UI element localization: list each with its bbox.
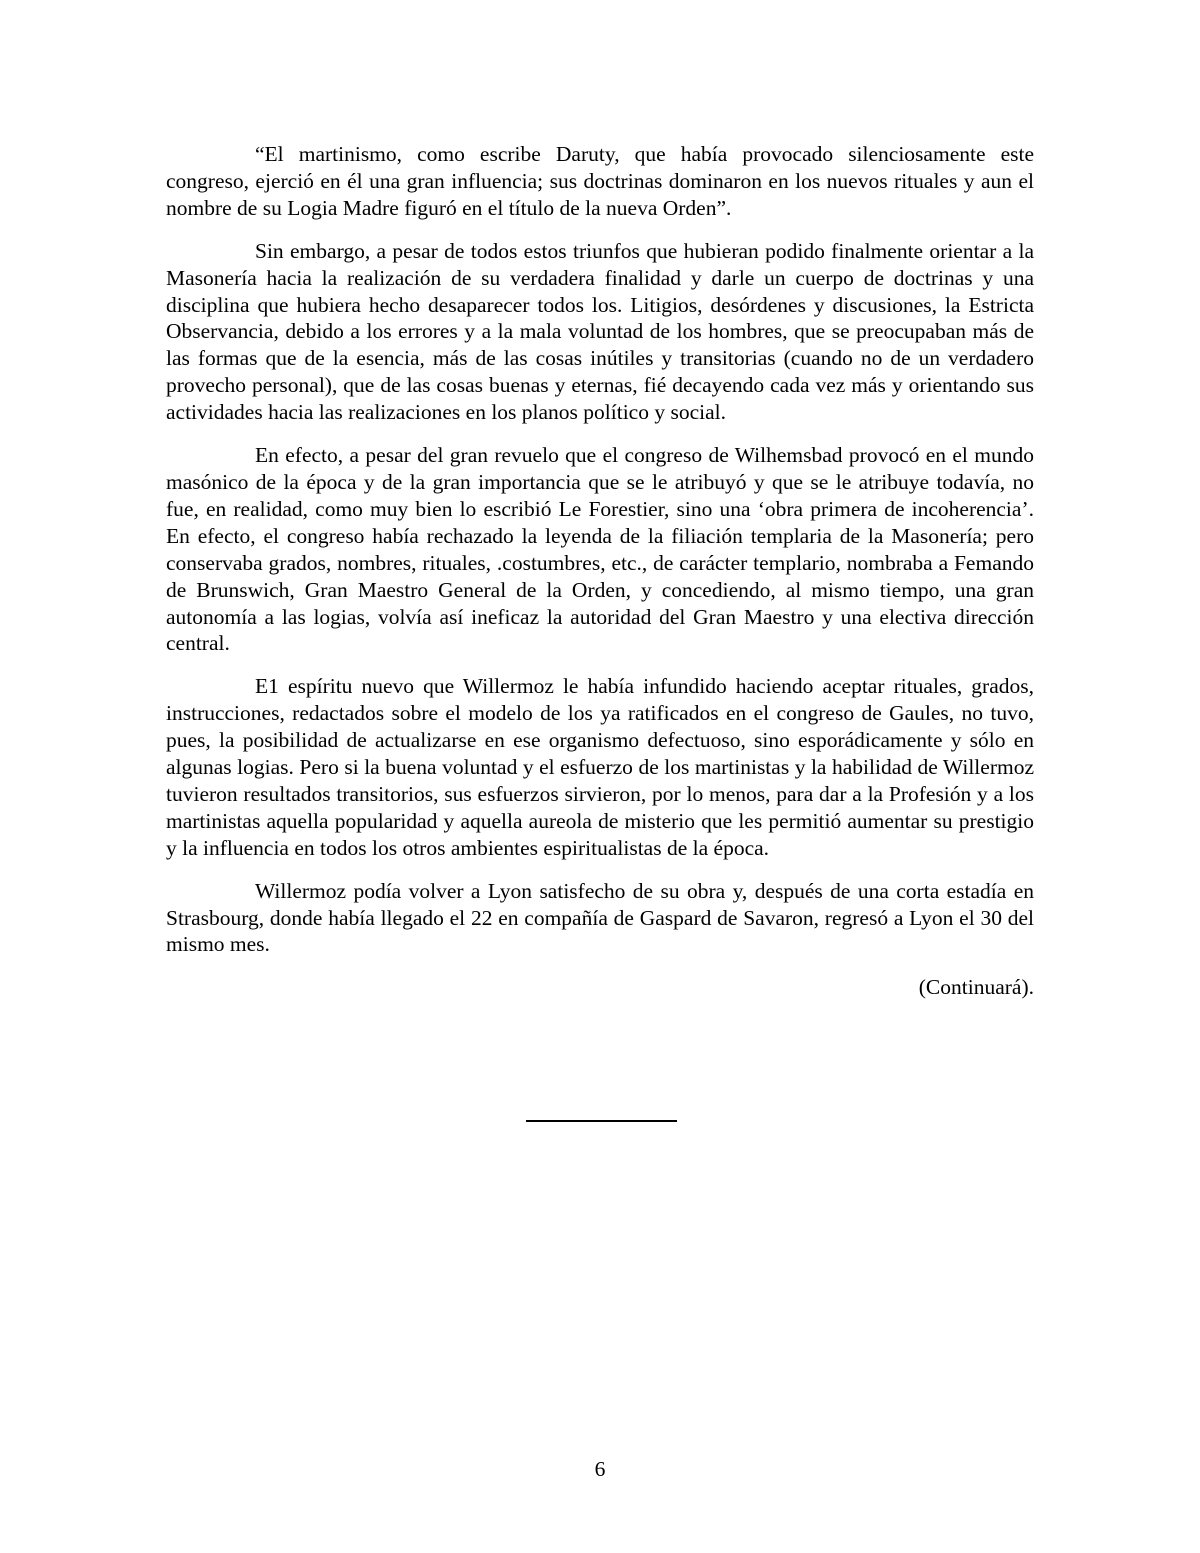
paragraph-3: En efecto, a pesar del gran revuelo que el congreso de Wilhemsbad provocó en el mundo masónico de la época y de la gran importancia que se le atribuyó y que se le atribuye todavía, no fue, en realidad, como muy bien lo escribió Le Forestier, sino una ‘obra primera de incoherencia’. En efecto, el congreso había rechazado la leyenda de la filiación templaria de la Masonería; pero conservaba grados, nombres, rituales, .costumbres, etc., de carácter templario, nombraba a Femando de Brunswich, Gran Maestro General de la Orden, y concediendo, al mismo tiempo, una gran autonomía a las logias, volvía así ineficaz la autoridad del Gran Maestro y una electiva dirección central. (166, 443, 1034, 656)
paragraph-2: Sin embargo, a pesar de todos estos triunfos que hubieran podido finalmente orientar a la Masonería hacia la realización de su verdadera finalidad y darle un cuerpo de doctrinas y una disciplina que hubiera hecho desaparecer todos los. Litigios, desórdenes y discusiones, la Estricta Observancia, debido a los errores y a la mala voluntad de los hombres, que se preocupaban más de las formas que de la esencia, más de las cosas inútiles y transitorias (cuando no de un verdadero provecho personal), que de las cosas buenas y eternas, fié decayendo cada vez más y orientando sus actividades hacia las realizaciones en los planos político y social. (166, 238, 1034, 425)
paragraph-4: E1 espíritu nuevo que Willermoz le había infundido haciendo aceptar rituales, grados, instrucciones, redactados sobre el modelo de los ya ratificados en el congreso de Gaules, no tuvo, pues, la posibilidad de actualizarse en ese organismo defectuoso, sino esporádicamente y sólo en algunas logias. Pero si la buena voluntad y el esfuerzo de los martinistas y la habilidad de Willermoz tuvieron resultados transitorios, sus esfuerzos sirvieron, por lo menos, para dar a la Profesión y a los martinistas aquella popularidad y aquella aureola de misterio que les permitió aumentar su prestigio y la influencia en todos los otros ambientes espiritualistas de la época. (166, 674, 1034, 860)
page-number: 6 (594, 1457, 606, 1481)
continuation-note: (Continuará). (918, 975, 1034, 1000)
section-divider (526, 1120, 677, 1122)
paragraph-5: Willermoz podía volver a Lyon satisfecho de su obra y, después de una corta estadía en Strasbourg, donde había llegado el 22 en compañía de Gaspard de Savaron, regresó a Lyon el 30 del mismo mes. (166, 878, 1034, 957)
paragraph-1: “El martinismo, como escribe Daruty, que había provocado silenciosamente este congreso, ejerció en él una gran influencia; sus doctrinas dominaron en los nuevos rituales y aun el nombre de su Logia Madre figuró en el título de la nueva Orden”. (166, 142, 1034, 220)
page-body (166, 141, 1034, 1001)
